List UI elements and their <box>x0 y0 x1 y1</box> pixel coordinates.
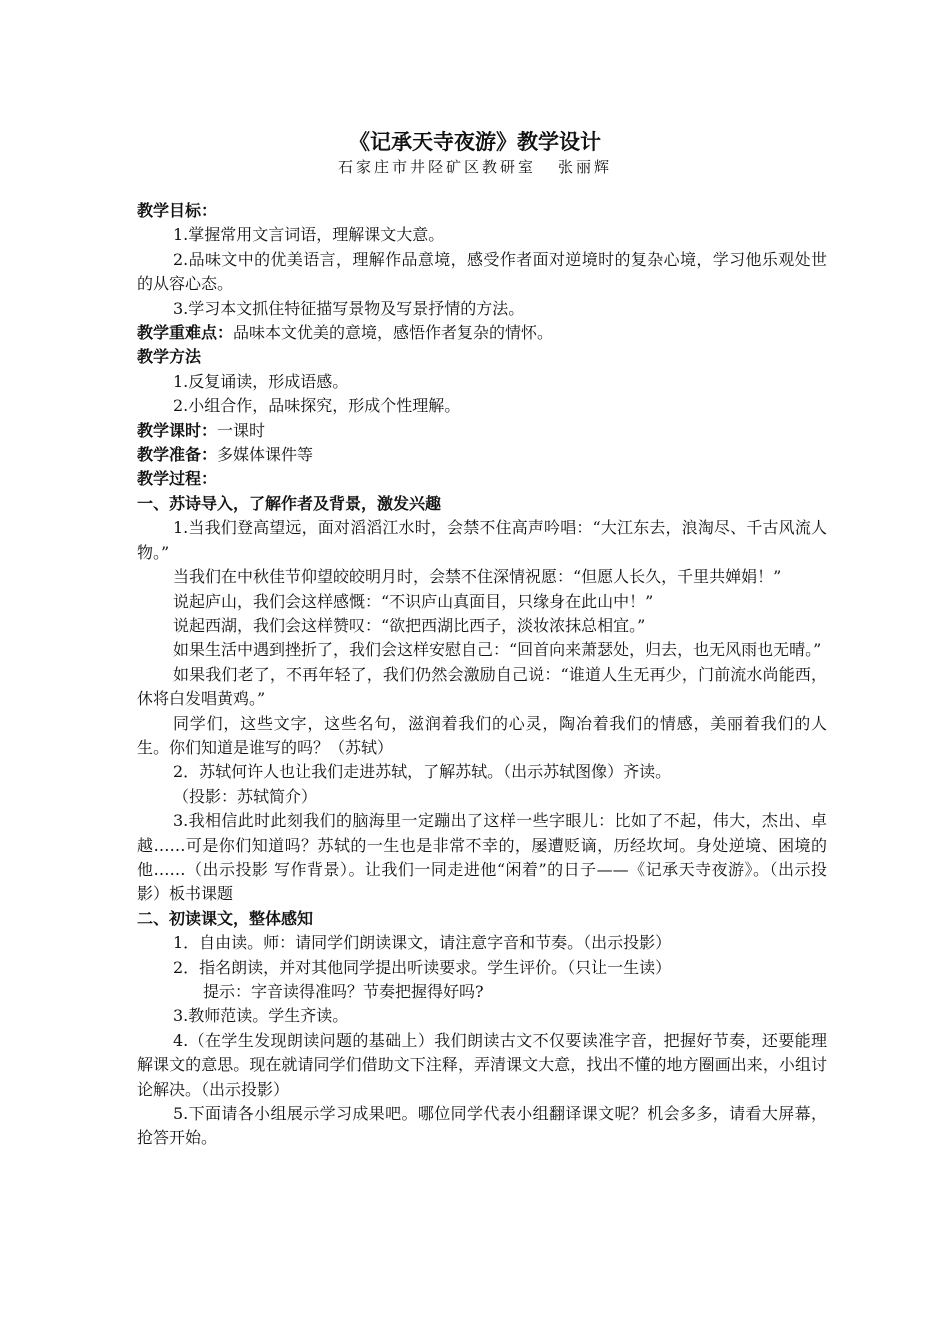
section1-heading: 一、苏诗导入，了解作者及背景，激发兴趣 <box>137 493 442 513</box>
section2-para: 2．指名朗读，并对其他同学提出听读要求。学生评价。（只让一生读） <box>173 957 672 977</box>
hours-label: 教学课时： <box>137 420 218 440</box>
difficulty-text: 品味本文优美的意境，感悟作者复杂的情怀。 <box>233 323 554 343</box>
section1-para: 如果我们老了，不再年轻了，我们仍然会激励自己说：“谁道人生无再少，门前流水尚能西，休将白发唱黄鸡。” <box>137 664 827 709</box>
methods-heading: 教学方法 <box>137 347 202 367</box>
document-title: 《记承天寺夜游》教学设计 <box>349 129 601 154</box>
section2-para: 4.（在学生发现朗读问题的基础上）我们朗读古文不仅要读准字音，把握好节奏，还要能理解课文的意思。现在就请同学们借助文下注释，弄清课文大意，找出不懂的地方圈画出来，小组讨论解决。（出示投影） <box>137 1030 827 1099</box>
goal-item: 2.品味文中的优美语言，理解作品意境，感受作者面对逆境时的复杂心境，学习他乐观处世的从容心态。 <box>137 249 827 294</box>
process-heading: 教学过程： <box>137 469 218 489</box>
section2-para: 1．自由读。师：请同学们朗读课文，请注意字音和节奏。（出示投影） <box>173 933 672 953</box>
prep-label: 教学准备： <box>137 445 218 465</box>
method-item: 1.反复诵读，形成语感。 <box>173 371 349 391</box>
difficulty-label: 教学重难点： <box>137 323 234 343</box>
section2-para: 提示：字音读得准吗？节奏把握得好吗? <box>203 982 484 1001</box>
section1-para: （投影：苏轼简介） <box>173 786 318 806</box>
goal-item: 1.掌握常用文言词语，理解课文大意。 <box>173 225 445 245</box>
author-org: 石家庄市井陉矿区教研室 <box>337 158 536 176</box>
section1-para: 2．苏轼何许人也让我们走进苏轼，了解苏轼。（出示苏轼图像）齐读。 <box>173 762 672 782</box>
section1-para: 当我们在中秋佳节仰望皎皎明月时，会禁不住深情祝愿：“但愿人长久，千里共婵娟！” <box>173 567 782 587</box>
author-line <box>0 156 950 178</box>
document-body <box>137 199 827 1151</box>
section1-para: 说起西湖，我们会这样赞叹：“欲把西湖比西子，淡妆浓抹总相宜。” <box>173 615 646 635</box>
section1-para: 1.当我们登高望远，面对滔滔江水时，会禁不住高声吟唱：“大江东去，浪淘尽、千古风流人物。” <box>137 518 827 562</box>
section1-para: 3.我相信此时此刻我们的脑海里一定蹦出了这样一些字眼儿：比如了不起，伟大，杰出、卓越……可是你们知道吗？苏轼的一生也是非常不幸的，屡遭贬谪，历经坎坷。身处逆境、困境的他……（出示投影 写作背景）。让我们一同走进他“闲着”的日子——《记承天寺夜游》。（出示投影）板书课题 <box>137 811 827 904</box>
method-item: 2.小组合作，品味探究，形成个性理解。 <box>173 396 461 416</box>
section1-para: 同学们，这些文字，这些名句，滋润着我们的心灵，陶冶着我们的情感，美丽着我们的人生。你们知道是谁写的吗？（苏轼） <box>137 713 827 757</box>
goal-item: 3.学习本文抓住特征描写景物及写景抒情的方法。 <box>173 298 525 318</box>
section2-para: 5.下面请各小组展示学习成果吧。哪位同学代表小组翻译课文呢？机会多多，请看大屏幕，抢答开始。 <box>137 1104 827 1148</box>
section2-heading: 二、初读课文，整体感知 <box>137 908 314 928</box>
section1-para: 如果生活中遇到挫折了，我们会这样安慰自己：“回首向来萧瑟处，归去，也无风雨也无晴。” <box>173 640 822 660</box>
author-name: 张丽辉 <box>558 158 613 176</box>
hours-line <box>137 419 827 443</box>
hours-text: 一课时 <box>217 420 266 440</box>
difficulty-line <box>137 321 827 345</box>
section1-para: 说起庐山，我们会这样感慨：“不识庐山真面目，只缘身在此山中！” <box>173 591 654 611</box>
section2-para: 3.教师范读。学生齐读。 <box>173 1006 349 1026</box>
goals-heading: 教学目标： <box>137 201 218 220</box>
prep-line <box>137 443 827 467</box>
prep-text: 多媒体课件等 <box>217 445 314 465</box>
